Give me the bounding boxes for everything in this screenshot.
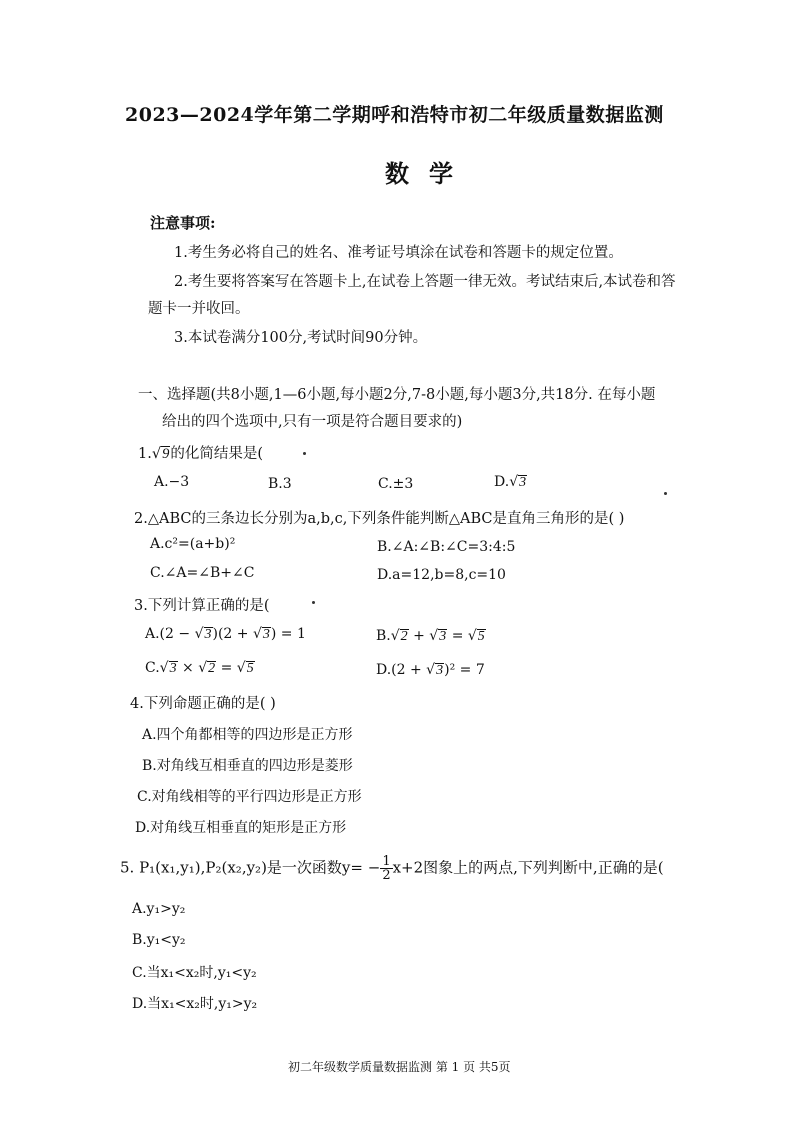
scan-speck [312,601,315,604]
question-3-option-a: A.(2 − √3)(2 + √3) = 1 [145,626,306,642]
notice-item-1: 1.考生务必将自己的姓名、准考证号填涂在试卷和答题卡的规定位置。 [174,245,623,261]
question-4-option-a: A.四个角都相等的四边形是正方形 [142,727,353,743]
scan-speck [664,492,667,495]
question-5-option-d: D.当x₁<x₂时,y₁>y₂ [132,996,258,1012]
question-2-option-d: D.a=12,b=8,c=10 [377,567,506,583]
fraction-one-half: $\frac{1}{2}$ [382,854,391,883]
question-5-option-b: B.y₁<y₂ [132,932,186,948]
notice-item-3: 3.本试卷满分100分,考试时间90分钟。 [174,330,428,346]
sqrt-9: 9 [162,446,170,462]
question-1-option-c: C.±3 [378,476,414,492]
notice-heading: 注意事项: [150,214,216,232]
page-footer: 初二年级数学质量数据监测 第 1 页 共5页 [288,1060,511,1074]
question-2-stem: 2.△ABC的三条边长分别为a,b,c,下列条件能判断△ABC是直角三角形的是( ) [134,511,625,527]
question-1-option-d: D.√3 [494,474,527,490]
exam-title: 2023—2024学年第二学期呼和浩特市初二年级质量数据监测 [125,104,664,126]
section-1-heading-cont: 给出的四个选项中,只有一项是符合题目要求的) [162,414,463,430]
question-5-option-c: C.当x₁<x₂时,y₁<y₂ [132,965,257,981]
question-2-option-a: A.c²=(a+b)² [150,536,236,552]
notice-item-2a: 2.考生要将答案写在答题卡上,在试卷上答题一律无效。考试结束后,本试卷和答 [174,274,676,290]
question-1-stem: 1.√9的化简结果是( [138,446,264,462]
question-2-option-c: C.∠A=∠B+∠C [150,565,255,581]
question-4-option-c: C.对角线相等的平行四边形是正方形 [137,789,362,805]
question-2-option-b: B.∠A:∠B:∠C=3:4:5 [377,539,516,555]
section-1-heading: 一、选择题(共8小题,1—6小题,每小题2分,7-8小题,每小题3分,共18分. 在每小题 [138,387,656,403]
question-3-option-d: D.(2 + √3)² = 7 [376,662,485,678]
question-4-option-b: B.对角线互相垂直的四边形是菱形 [142,758,353,774]
question-4-stem: 4.下列命题正确的是( ) [130,696,276,712]
question-3-option-c: C.√3 × √2 = √5 [145,660,254,676]
scan-speck [303,452,306,455]
question-3-option-b: B.√2 + √3 = √5 [376,628,485,644]
question-1-option-b: B.3 [268,476,292,492]
question-4-option-d: D.对角线互相垂直的矩形是正方形 [135,820,347,836]
question-1-option-a: A.−3 [154,474,190,490]
notice-item-2b: 题卡一并收回。 [148,301,250,317]
question-5-stem: 5. P₁(x₁,y₁),P₂(x₂,y₂)是一次函数y= − $\frac{1}{2}$ x+2图象上的两点,下列判断中,正确的是( [120,854,664,883]
subject-title: 数学 [385,159,473,188]
question-5-option-a: A.y₁>y₂ [132,901,186,917]
question-3-stem: 3.下列计算正确的是( [134,598,270,614]
